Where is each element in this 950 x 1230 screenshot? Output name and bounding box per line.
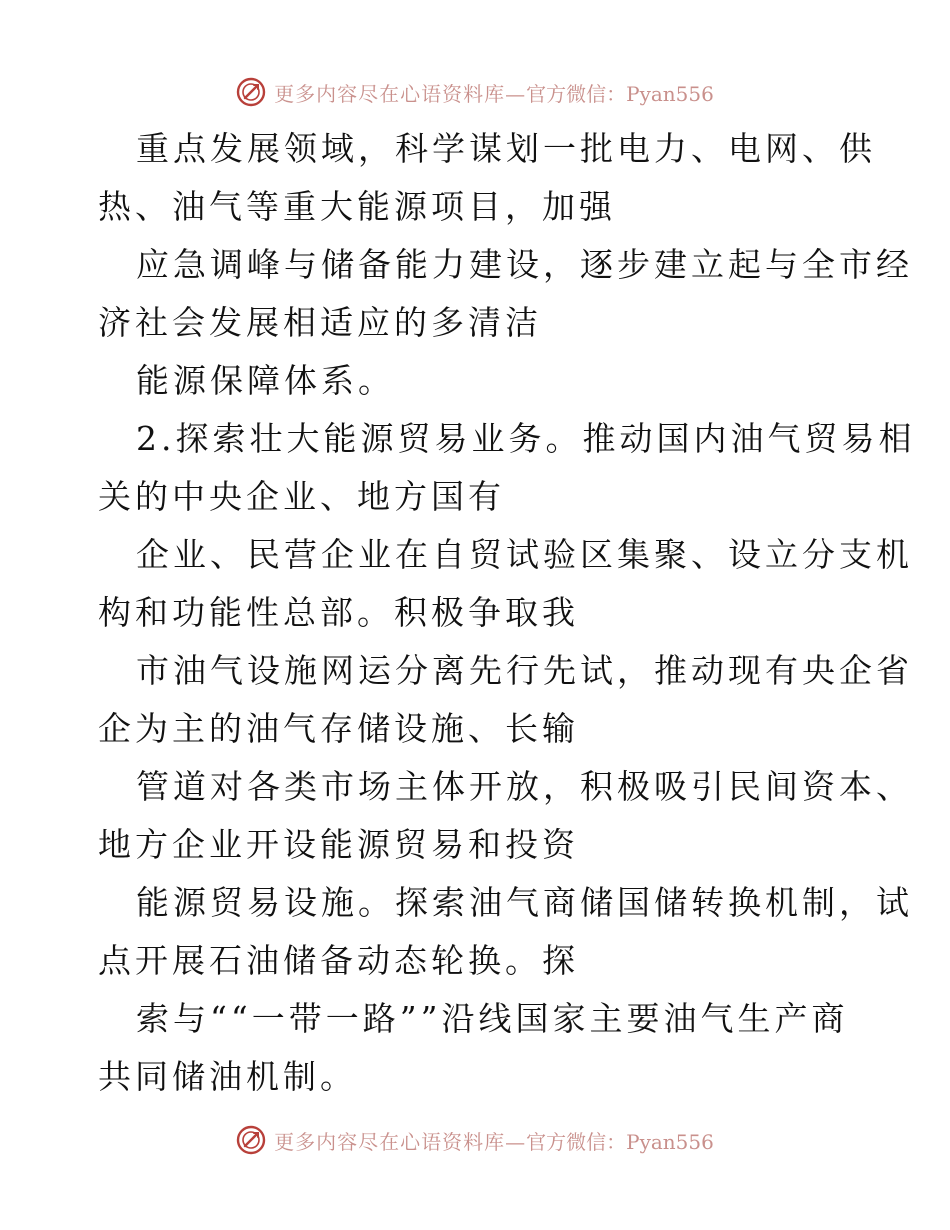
- text-line: 重点发展领域，科学谋划一批电力、电网、供: [136, 129, 876, 168]
- text-line: 济社会发展相适应的多清洁: [98, 303, 542, 342]
- text-line: 构和功能性总部。积极争取我: [98, 593, 579, 632]
- footer-watermark: [0, 1120, 950, 1160]
- text-line: 企为主的油气存储设施、长输: [98, 709, 579, 748]
- text-line: 地方企业开设能源贸易和投资: [98, 825, 579, 864]
- logo-icon: [236, 77, 266, 107]
- text-line: 2.探索壮大能源贸易业务。推动国内油气贸易相: [136, 419, 916, 458]
- body-text: [98, 120, 916, 1106]
- watermark-wechat: 官方微信：Pyan556: [526, 81, 714, 106]
- header-watermark: [0, 72, 950, 112]
- watermark-wechat: 官方微信：Pyan556: [526, 1129, 714, 1154]
- text-line: 点开展石油储备动态轮换。探: [98, 941, 579, 980]
- text-line: 共同储油机制。: [98, 1057, 357, 1096]
- text-line: 关的中央企业、地方国有: [98, 477, 505, 516]
- text-line: 市油气设施网运分离先行先试，推动现有央企省: [136, 651, 913, 690]
- watermark-text: 更多内容尽在心语资料库—: [274, 81, 527, 106]
- logo-icon: [236, 1125, 266, 1155]
- text-line: 管道对各类市场主体开放，积极吸引民间资本、: [136, 767, 913, 806]
- text-line: 索与““一带一路””沿线国家主要油气生产商: [136, 999, 849, 1038]
- text-line: 应急调峰与储备能力建设，逐步建立起与全市经: [136, 245, 913, 284]
- watermark-text: 更多内容尽在心语资料库—: [274, 1129, 527, 1154]
- text-line: 热、油气等重大能源项目，加强: [98, 187, 616, 226]
- text-line: 企业、民营企业在自贸试验区集聚、设立分支机: [136, 535, 913, 574]
- text-line: 能源保障体系。: [136, 361, 395, 400]
- text-line: 能源贸易设施。探索油气商储国储转换机制，试: [136, 883, 913, 922]
